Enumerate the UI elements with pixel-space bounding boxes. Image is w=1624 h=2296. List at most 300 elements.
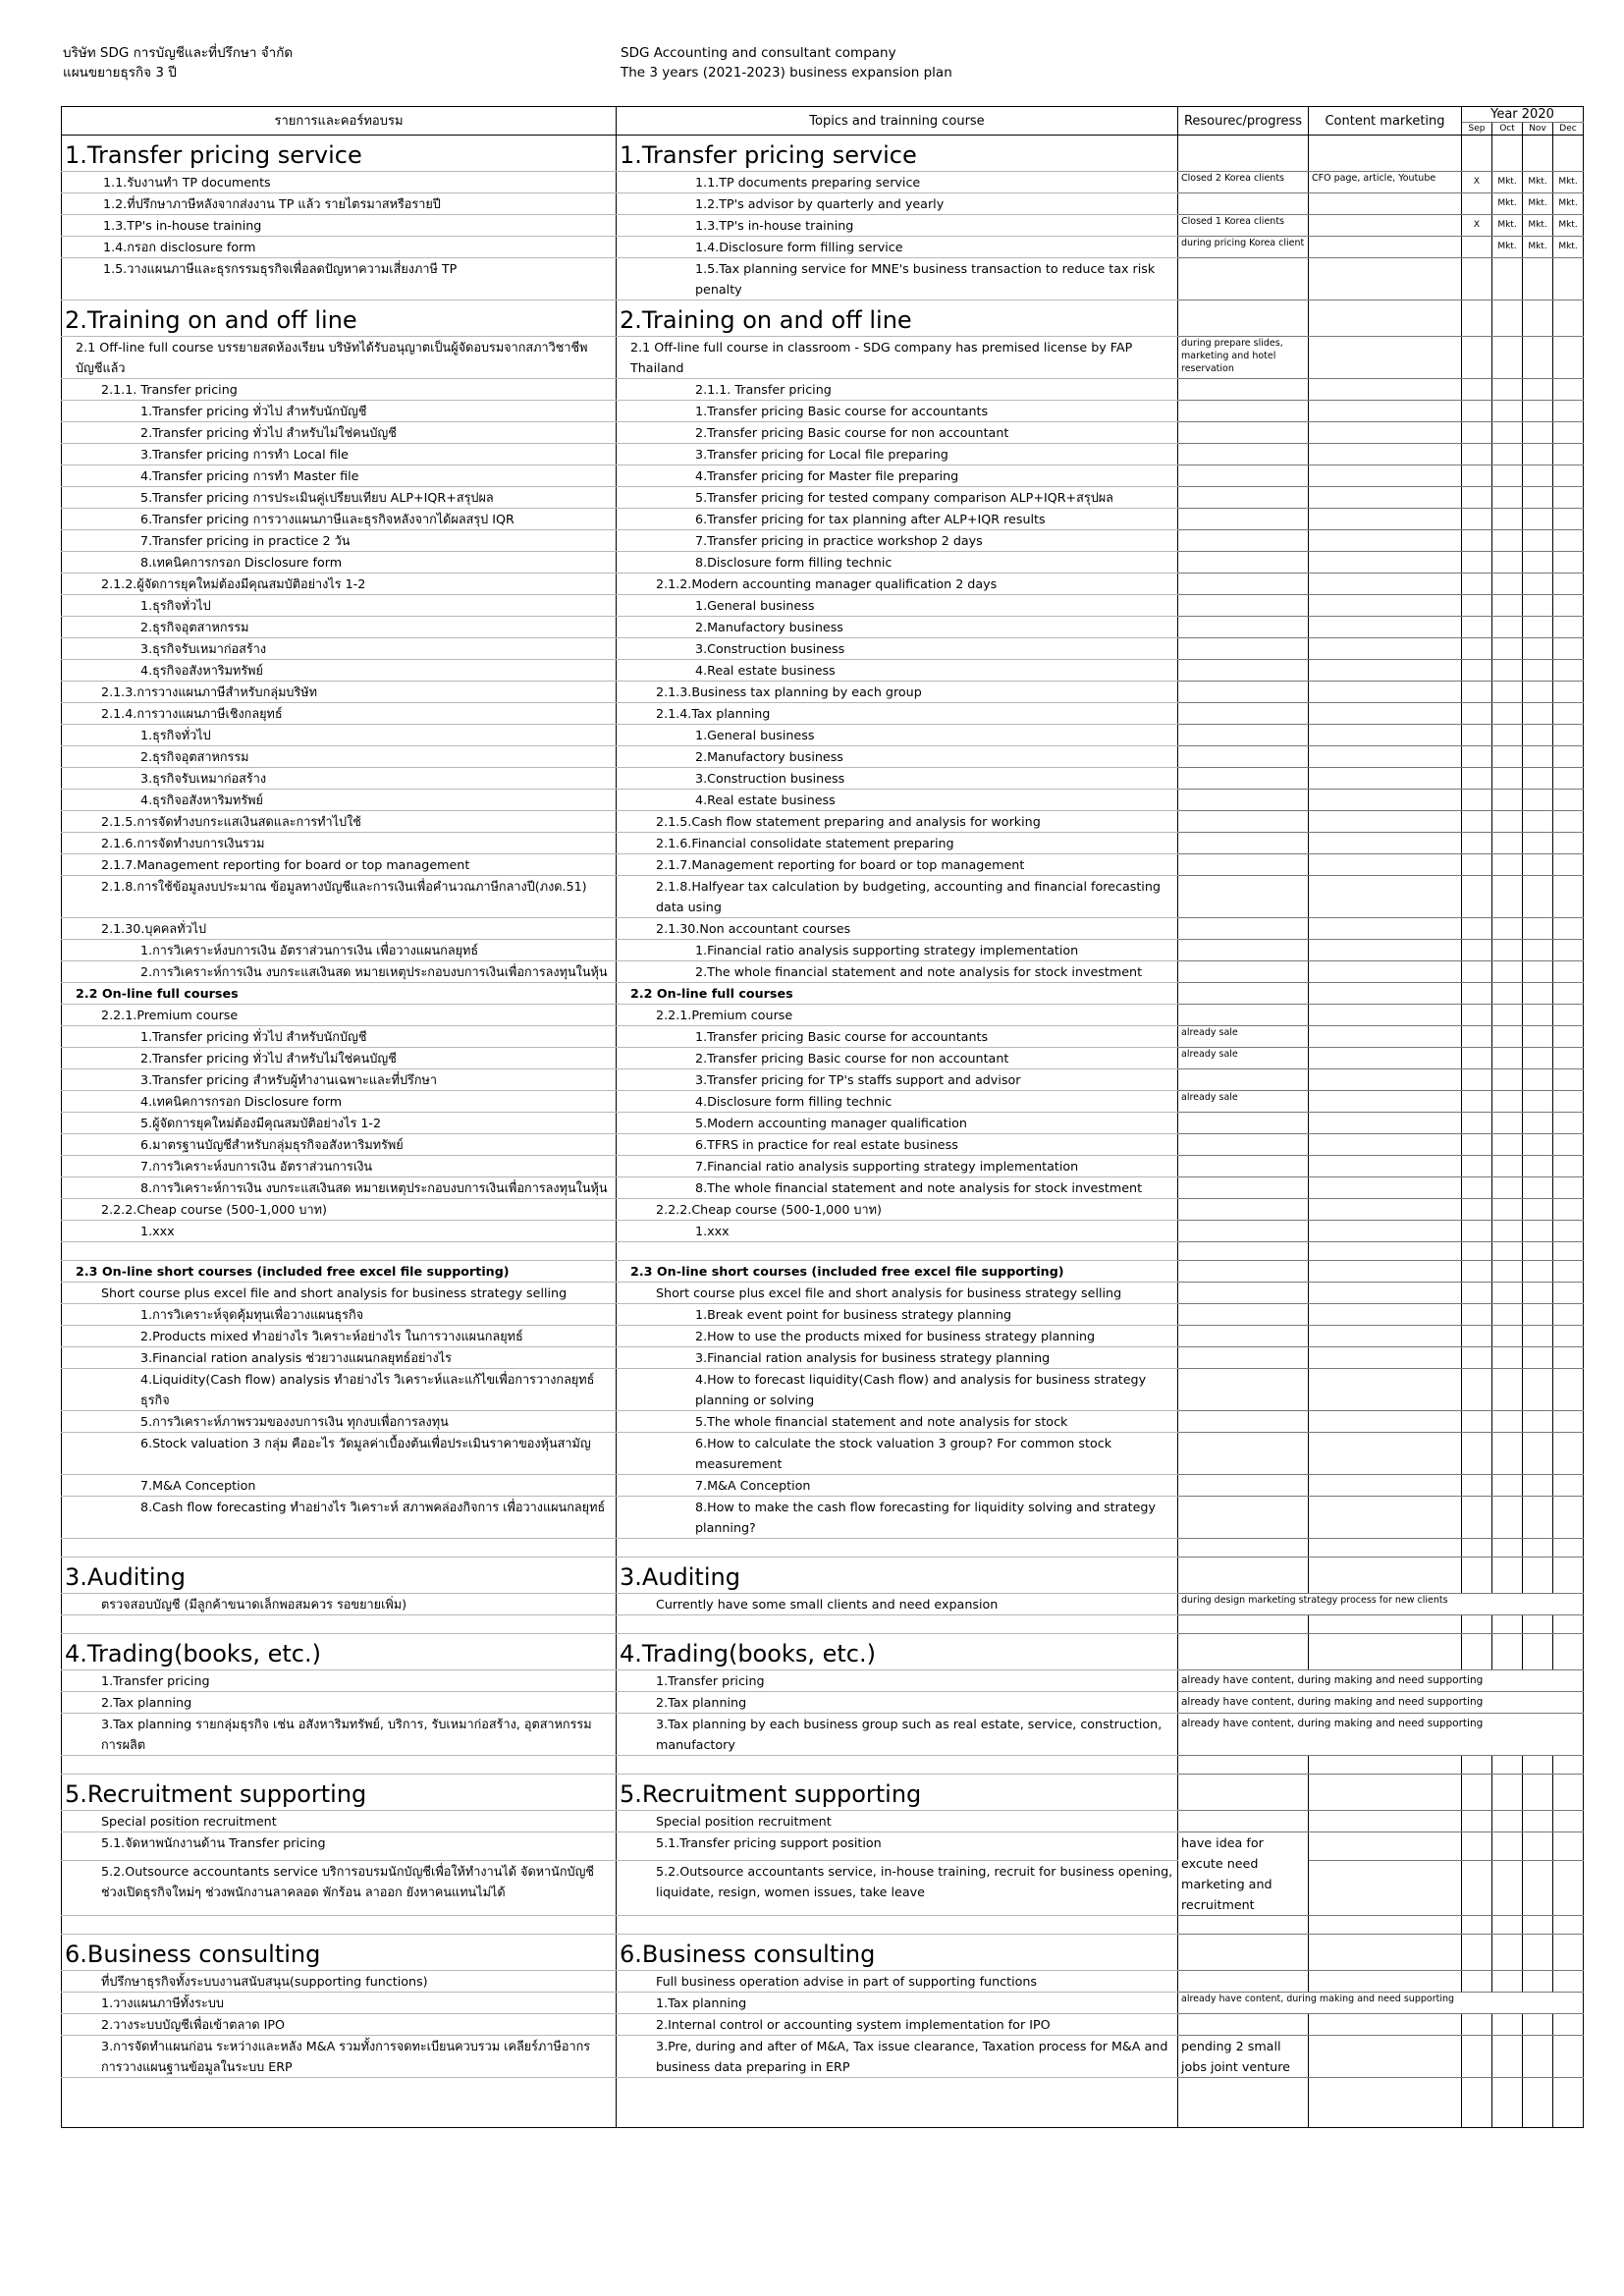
topic-thai: 3.ธุรกิจรับเหมาก่อสร้าง xyxy=(62,638,617,660)
table-row xyxy=(62,876,1584,918)
month-cell xyxy=(1523,2014,1553,2036)
section-title-english: 5.Recruitment supporting xyxy=(617,1775,1178,1811)
content-marketing xyxy=(1309,487,1462,509)
topic-thai: 2.Transfer pricing ทั่วไป สำหรับไม่ใช่คนบัญชี xyxy=(62,422,617,444)
resource-progress xyxy=(1178,1283,1309,1304)
table-row xyxy=(62,746,1584,768)
table-row xyxy=(62,725,1584,746)
section-title-thai: 4.Trading(books, etc.) xyxy=(62,1634,617,1670)
month-cell xyxy=(1492,811,1523,833)
section-title-thai: 2.Training on and off line xyxy=(62,301,617,337)
month-cell xyxy=(1523,401,1553,422)
resource-progress: already have content, during making and need supporting xyxy=(1178,1692,1584,1714)
content-marketing xyxy=(1309,1005,1462,1026)
month-cell xyxy=(1462,552,1492,574)
table-row xyxy=(62,961,1584,983)
topic-thai: 4.Liquidity(Cash flow) analysis ทำอย่างไร วิเคราะห์และแก้ไขเพื่อการวางกลยุทธ์ธุรกิจ xyxy=(62,1369,617,1411)
blank-row xyxy=(62,1756,1584,1775)
month-cell xyxy=(1492,1916,1523,1935)
resource-progress: already have content, during making and need supporting xyxy=(1178,1714,1584,1756)
month-cell xyxy=(1523,1860,1553,1915)
month-cell xyxy=(1462,379,1492,401)
month-cell xyxy=(1492,918,1523,940)
table-row xyxy=(62,790,1584,811)
content-marketing xyxy=(1309,1156,1462,1177)
topic-thai: 3.การจัดทำแผนก่อน ระหว่างและหลัง M&A รวมทั้งการจดทะเบียนควบรวม เคลียร์ภาษีอากร การวางแผนฐานข้อมูลในระบบ ERP xyxy=(62,2036,617,2078)
month-cell xyxy=(1523,833,1553,854)
month-cell xyxy=(1553,2014,1584,2036)
content-marketing xyxy=(1309,617,1462,638)
month-cell xyxy=(1523,1634,1553,1670)
month-cell xyxy=(1553,465,1584,487)
month-cell: Mkt. xyxy=(1492,237,1523,258)
month-cell xyxy=(1553,1634,1584,1670)
month-cell xyxy=(1492,1177,1523,1199)
content-marketing xyxy=(1309,790,1462,811)
topic-thai: 5.2.Outsource accountants service บริการอบรมนักบัญชีเพื่อให้ทำงานได้ จัดหานักบัญชีช่วงเปิดธุรกิจใหม่ๆ ช่วงพนักงานลาคลอด พักร้อน ลาออก ยังหาคนแทนไม่ได้ xyxy=(62,1860,617,1915)
month-cell xyxy=(1462,1304,1492,1326)
month-cell xyxy=(1492,552,1523,574)
month-cell xyxy=(1553,1026,1584,1048)
content-marketing xyxy=(1309,940,1462,961)
month-cell xyxy=(1553,1369,1584,1411)
month-cell xyxy=(1523,1005,1553,1026)
topic-english: 1.1.TP documents preparing service xyxy=(617,172,1178,193)
month-header: Dec xyxy=(1553,123,1584,136)
topic-english: 5.Modern accounting manager qualification xyxy=(617,1113,1178,1134)
resource-progress xyxy=(1178,1347,1309,1369)
column-header-row xyxy=(62,107,1584,123)
month-cell xyxy=(1462,983,1492,1005)
month-cell xyxy=(1462,638,1492,660)
topic-thai: 2.การวิเคราะห์การเงิน งบกระแสเงินสด หมายเหตุประกอบงบการเงินเพื่อการลงทุนในหุ้น xyxy=(62,961,617,983)
topic-thai: 1.วางแผนภาษีทั้งระบบ xyxy=(62,1993,617,2014)
month-cell xyxy=(1553,2078,1584,2128)
content-marketing xyxy=(1309,2036,1462,2078)
month-cell xyxy=(1553,660,1584,682)
month-cell xyxy=(1553,487,1584,509)
month-cell xyxy=(1462,1026,1492,1048)
empty-cell xyxy=(62,1916,617,1935)
table-row xyxy=(62,1283,1584,1304)
resource-progress xyxy=(1178,401,1309,422)
topic-english: 2.1 Off-line full course in classroom - SDG company has premised license by FAP Thailand xyxy=(617,337,1178,379)
resource-progress xyxy=(1178,1221,1309,1242)
table-row xyxy=(62,595,1584,617)
topic-thai: 6.Stock valuation 3 กลุ่ม คืออะไร วัดมูลค่าเบื้องต้นเพื่อประเมินราคาของหุ้นสามัญ xyxy=(62,1433,617,1475)
section-title-thai: 1.Transfer pricing service xyxy=(62,136,617,172)
month-cell xyxy=(1492,833,1523,854)
month-cell xyxy=(1492,379,1523,401)
month-cell xyxy=(1492,530,1523,552)
month-cell xyxy=(1492,1811,1523,1832)
month-cell xyxy=(1462,1199,1492,1221)
empty-cell xyxy=(617,1539,1178,1558)
blank-row xyxy=(62,1242,1584,1261)
month-cell xyxy=(1492,422,1523,444)
table-row xyxy=(62,509,1584,530)
section-heading-row xyxy=(62,1558,1584,1594)
month-cell xyxy=(1462,465,1492,487)
topic-thai: 1.Transfer pricing ทั่วไป สำหรับนักบัญชี xyxy=(62,1026,617,1048)
section-title-english: 1.Transfer pricing service xyxy=(617,136,1178,172)
topic-english: 2.2 On-line full courses xyxy=(617,983,1178,1005)
content-marketing xyxy=(1309,1475,1462,1497)
empty-cell xyxy=(617,1242,1178,1261)
blank-row xyxy=(62,1615,1584,1634)
table-row xyxy=(62,1177,1584,1199)
content-marketing: CFO page, article, Youtube xyxy=(1309,172,1462,193)
month-cell xyxy=(1462,746,1492,768)
plan-title-thai: แผนขยายธุรกิจ 3 ปี xyxy=(63,65,177,81)
resource-progress xyxy=(1178,1304,1309,1326)
topic-thai: 6.มาตรฐานบัญชีสำหรับกลุ่มธุรกิจอสังหาริมทรัพย์ xyxy=(62,1134,617,1156)
table-row xyxy=(62,617,1584,638)
table-row xyxy=(62,1156,1584,1177)
resource-progress xyxy=(1178,682,1309,703)
table-row xyxy=(62,660,1584,682)
topic-english: 1.General business xyxy=(617,595,1178,617)
month-cell xyxy=(1492,574,1523,595)
resource-progress xyxy=(1178,854,1309,876)
topic-thai: 1.3.TP's in-house training xyxy=(62,215,617,237)
month-cell xyxy=(1553,961,1584,983)
table-row xyxy=(62,552,1584,574)
topic-thai: 3.Transfer pricing การทำ Local file xyxy=(62,444,617,465)
month-cell xyxy=(1462,617,1492,638)
topic-thai: 7.Transfer pricing in practice 2 วัน xyxy=(62,530,617,552)
empty-cell xyxy=(62,2078,617,2128)
topic-thai: 1.xxx xyxy=(62,1221,617,1242)
table-row xyxy=(62,1714,1584,1756)
resource-progress: during prepare slides, marketing and hotel reservation xyxy=(1178,337,1309,379)
table-row xyxy=(62,1347,1584,1369)
month-cell: Mkt. xyxy=(1492,172,1523,193)
topic-english: 6.TFRS in practice for real estate business xyxy=(617,1134,1178,1156)
content-marketing xyxy=(1309,1326,1462,1347)
month-cell xyxy=(1462,1615,1492,1634)
month-cell xyxy=(1492,1558,1523,1594)
month-cell xyxy=(1523,1199,1553,1221)
table-row xyxy=(62,1199,1584,1221)
month-cell xyxy=(1553,337,1584,379)
table-row xyxy=(62,487,1584,509)
section-heading-row xyxy=(62,136,1584,172)
section-title-english: 4.Trading(books, etc.) xyxy=(617,1634,1178,1670)
month-cell xyxy=(1462,1411,1492,1433)
month-cell xyxy=(1523,444,1553,465)
content-cell xyxy=(1309,1756,1462,1775)
month-cell xyxy=(1492,1283,1523,1304)
topic-english: 7.M&A Conception xyxy=(617,1475,1178,1497)
month-cell xyxy=(1462,1971,1492,1993)
topic-english: 1.Financial ratio analysis supporting strategy implementation xyxy=(617,940,1178,961)
resource-cell xyxy=(1178,136,1309,172)
resource-progress xyxy=(1178,1134,1309,1156)
resource-progress xyxy=(1178,444,1309,465)
topic-english: 2.1.4.Tax planning xyxy=(617,703,1178,725)
topic-english: 3.Construction business xyxy=(617,638,1178,660)
month-cell xyxy=(1553,983,1584,1005)
month-cell xyxy=(1462,1048,1492,1069)
resource-progress xyxy=(1178,379,1309,401)
table-row xyxy=(62,2014,1584,2036)
month-cell xyxy=(1462,1326,1492,1347)
month-cell xyxy=(1553,1347,1584,1369)
month-cell xyxy=(1492,2014,1523,2036)
month-cell xyxy=(1523,811,1553,833)
resource-progress: already sale xyxy=(1178,1091,1309,1113)
month-cell xyxy=(1523,1832,1553,1861)
topic-thai: 4.เทคนิคการกรอก Disclosure form xyxy=(62,1091,617,1113)
month-cell xyxy=(1492,595,1523,617)
month-cell xyxy=(1492,1005,1523,1026)
month-cell xyxy=(1462,1916,1492,1935)
topic-english: 1.xxx xyxy=(617,1221,1178,1242)
topic-english: 5.The whole financial statement and note analysis for stock xyxy=(617,1411,1178,1433)
section-heading-row xyxy=(62,301,1584,337)
resource-progress: have idea for excute need marketing and recruitment xyxy=(1178,1832,1309,1916)
month-cell xyxy=(1523,961,1553,983)
month-cell xyxy=(1492,638,1523,660)
month-cell: Mkt. xyxy=(1523,193,1553,215)
month-cell xyxy=(1492,301,1523,337)
month-cell xyxy=(1492,1326,1523,1347)
content-marketing xyxy=(1309,1069,1462,1091)
resource-progress xyxy=(1178,1261,1309,1283)
table-row xyxy=(62,1026,1584,1048)
month-cell xyxy=(1462,1497,1492,1539)
topic-thai: 2.วางระบบบัญชีเพื่อเข้าตลาด IPO xyxy=(62,2014,617,2036)
month-cell xyxy=(1492,1832,1523,1861)
resource-progress xyxy=(1178,595,1309,617)
content-marketing xyxy=(1309,1113,1462,1134)
month-cell xyxy=(1462,854,1492,876)
month-cell xyxy=(1523,487,1553,509)
topic-thai: 3.Financial ration analysis ช่วยวางแผนกลยุทธ์อย่างไร xyxy=(62,1347,617,1369)
content-marketing xyxy=(1309,337,1462,379)
topic-english: 5.1.Transfer pricing support position xyxy=(617,1832,1178,1861)
topic-english: Currently have some small clients and need expansion xyxy=(617,1594,1178,1615)
month-cell xyxy=(1492,703,1523,725)
resource-progress xyxy=(1178,1369,1309,1411)
topic-thai: 3.ธุรกิจรับเหมาก่อสร้าง xyxy=(62,768,617,790)
content-marketing xyxy=(1309,1369,1462,1411)
month-cell xyxy=(1553,1558,1584,1594)
content-marketing xyxy=(1309,258,1462,301)
month-cell xyxy=(1523,1304,1553,1326)
month-cell xyxy=(1523,660,1553,682)
resource-progress xyxy=(1178,790,1309,811)
month-cell: Mkt. xyxy=(1492,193,1523,215)
topic-thai: 3.Transfer pricing สำหรับผู้ทำงานเฉพาะและที่ปรึกษา xyxy=(62,1069,617,1091)
month-cell xyxy=(1462,422,1492,444)
month-cell xyxy=(1462,574,1492,595)
topic-english: 1.Tax planning xyxy=(617,1993,1178,2014)
table-row xyxy=(62,2036,1584,2078)
month-cell xyxy=(1553,1971,1584,1993)
month-cell xyxy=(1553,1935,1584,1971)
month-cell xyxy=(1462,136,1492,172)
topic-thai: 2.1 Off-line full course บรรยายสดห้องเรียน บริษัทได้รับอนุญาตเป็นผู้จัดอบรมจากสภาวิชาชีพบัญชีแล้ว xyxy=(62,337,617,379)
topic-english: 2.1.8.Halfyear tax calculation by budgeting, accounting and financial forecasting data using xyxy=(617,876,1178,918)
topic-thai: 2.1.2.ผู้จัดการยุคใหม่ต้องมีคุณสมบัติอย่างไร 1-2 xyxy=(62,574,617,595)
resource-cell xyxy=(1178,1242,1309,1261)
month-cell xyxy=(1553,1326,1584,1347)
topic-english: 4.Disclosure form filling technic xyxy=(617,1091,1178,1113)
month-cell xyxy=(1462,401,1492,422)
month-cell xyxy=(1553,811,1584,833)
topic-thai: 2.Tax planning xyxy=(62,1692,617,1714)
header-thai xyxy=(63,43,293,82)
business-plan-table xyxy=(61,106,1584,2128)
resource-progress xyxy=(1178,465,1309,487)
topic-thai: 2.1.7.Management reporting for board or top management xyxy=(62,854,617,876)
month-cell xyxy=(1553,301,1584,337)
month-cell xyxy=(1553,1134,1584,1156)
table-row xyxy=(62,1692,1584,1714)
content-cell xyxy=(1309,1775,1462,1811)
topic-english: 3.Construction business xyxy=(617,768,1178,790)
month-cell xyxy=(1462,1756,1492,1775)
content-marketing xyxy=(1309,1860,1462,1915)
table-row xyxy=(62,1304,1584,1326)
resource-progress xyxy=(1178,552,1309,574)
month-cell xyxy=(1523,1261,1553,1283)
content-marketing xyxy=(1309,215,1462,237)
month-cell xyxy=(1492,1433,1523,1475)
content-marketing xyxy=(1309,552,1462,574)
content-marketing xyxy=(1309,1497,1462,1539)
table-row xyxy=(62,379,1584,401)
month-cell xyxy=(1462,530,1492,552)
topic-thai: 2.2.2.Cheap course (500-1,000 บาท) xyxy=(62,1199,617,1221)
month-cell xyxy=(1462,337,1492,379)
month-cell xyxy=(1553,1048,1584,1069)
month-cell xyxy=(1553,1113,1584,1134)
month-cell xyxy=(1553,1497,1584,1539)
empty-cell xyxy=(62,1615,617,1634)
empty-cell xyxy=(62,1756,617,1775)
month-cell xyxy=(1523,530,1553,552)
table-row xyxy=(62,940,1584,961)
content-marketing xyxy=(1309,660,1462,682)
month-cell xyxy=(1492,790,1523,811)
resource-progress xyxy=(1178,833,1309,854)
topic-thai: 6.Transfer pricing การวางแผนภาษีและธุรกิจหลังจากได้ผลสรุป IQR xyxy=(62,509,617,530)
resource-progress xyxy=(1178,768,1309,790)
month-cell xyxy=(1492,1860,1523,1915)
month-cell xyxy=(1462,1558,1492,1594)
topic-english: 2.1.30.Non accountant courses xyxy=(617,918,1178,940)
column-header-resource: Resourec/progress xyxy=(1178,107,1309,136)
topic-english: 3.Tax planning by each business group such as real estate, service, construction, manufactory xyxy=(617,1714,1178,1756)
month-cell xyxy=(1462,1134,1492,1156)
table-row xyxy=(62,1091,1584,1113)
month-cell xyxy=(1553,1475,1584,1497)
month-cell xyxy=(1523,1048,1553,1069)
month-cell xyxy=(1492,401,1523,422)
month-cell xyxy=(1553,258,1584,301)
topic-english: Special position recruitment xyxy=(617,1811,1178,1832)
content-marketing xyxy=(1309,768,1462,790)
content-marketing xyxy=(1309,1134,1462,1156)
content-marketing xyxy=(1309,961,1462,983)
content-marketing xyxy=(1309,876,1462,918)
table-row xyxy=(62,1670,1584,1692)
month-cell xyxy=(1492,1775,1523,1811)
month-cell xyxy=(1462,833,1492,854)
month-cell xyxy=(1492,136,1523,172)
section-title-thai: 3.Auditing xyxy=(62,1558,617,1594)
month-cell xyxy=(1553,1005,1584,1026)
table-row xyxy=(62,1860,1584,1915)
topic-english: 3.Transfer pricing for TP's staffs support and advisor xyxy=(617,1069,1178,1091)
month-cell xyxy=(1523,509,1553,530)
table-row xyxy=(62,258,1584,301)
month-cell xyxy=(1492,1971,1523,1993)
month-cell xyxy=(1523,258,1553,301)
month-cell xyxy=(1462,1347,1492,1369)
month-cell xyxy=(1523,1615,1553,1634)
content-marketing xyxy=(1309,1347,1462,1369)
topic-thai: 2.ธุรกิจอุตสาหกรรม xyxy=(62,746,617,768)
content-cell xyxy=(1309,2078,1462,2128)
topic-english: 4.Transfer pricing for Master file preparing xyxy=(617,465,1178,487)
topic-thai: 1.2.ที่ปรึกษาภาษีหลังจากส่งงาน TP แล้ว รายไตรมาสหรือรายปี xyxy=(62,193,617,215)
content-marketing xyxy=(1309,682,1462,703)
month-cell xyxy=(1553,552,1584,574)
month-cell xyxy=(1523,1347,1553,1369)
month-cell xyxy=(1462,811,1492,833)
section-title-thai: 6.Business consulting xyxy=(62,1935,617,1971)
month-cell xyxy=(1492,682,1523,703)
resource-progress: pending 2 small jobs joint venture xyxy=(1178,2036,1309,2078)
topic-thai: 1.การวิเคราะห์จุดคุ้มทุนเพื่อวางแผนธุรกิจ xyxy=(62,1304,617,1326)
section-title-thai: 5.Recruitment supporting xyxy=(62,1775,617,1811)
month-cell xyxy=(1492,1369,1523,1411)
topic-thai: 8.Cash flow forecasting ทำอย่างไร วิเคราะห์ สภาพคล่องกิจการ เพื่อวางแผนกลยุทธ์ xyxy=(62,1497,617,1539)
topic-thai: 1.ธุรกิจทั่วไป xyxy=(62,725,617,746)
month-cell xyxy=(1523,1177,1553,1199)
month-cell xyxy=(1492,1497,1523,1539)
month-cell xyxy=(1553,1811,1584,1832)
resource-progress xyxy=(1178,703,1309,725)
resource-progress xyxy=(1178,1199,1309,1221)
content-marketing xyxy=(1309,918,1462,940)
resource-progress: already sale xyxy=(1178,1048,1309,1069)
resource-progress xyxy=(1178,918,1309,940)
month-cell xyxy=(1462,1433,1492,1475)
month-cell xyxy=(1553,1261,1584,1283)
topic-thai: 8.เทคนิคการกรอก Disclosure form xyxy=(62,552,617,574)
empty-cell xyxy=(62,1539,617,1558)
content-marketing xyxy=(1309,444,1462,465)
content-marketing xyxy=(1309,237,1462,258)
month-cell xyxy=(1492,1634,1523,1670)
blank-row xyxy=(62,2078,1584,2128)
month-cell xyxy=(1462,237,1492,258)
month-cell xyxy=(1462,1475,1492,1497)
table-row xyxy=(62,1832,1584,1861)
month-header: Nov xyxy=(1523,123,1553,136)
month-cell xyxy=(1492,1347,1523,1369)
content-marketing xyxy=(1309,1832,1462,1861)
month-cell xyxy=(1553,617,1584,638)
topic-english: 1.4.Disclosure form filling service xyxy=(617,237,1178,258)
month-cell xyxy=(1553,1177,1584,1199)
resource-progress xyxy=(1178,811,1309,833)
